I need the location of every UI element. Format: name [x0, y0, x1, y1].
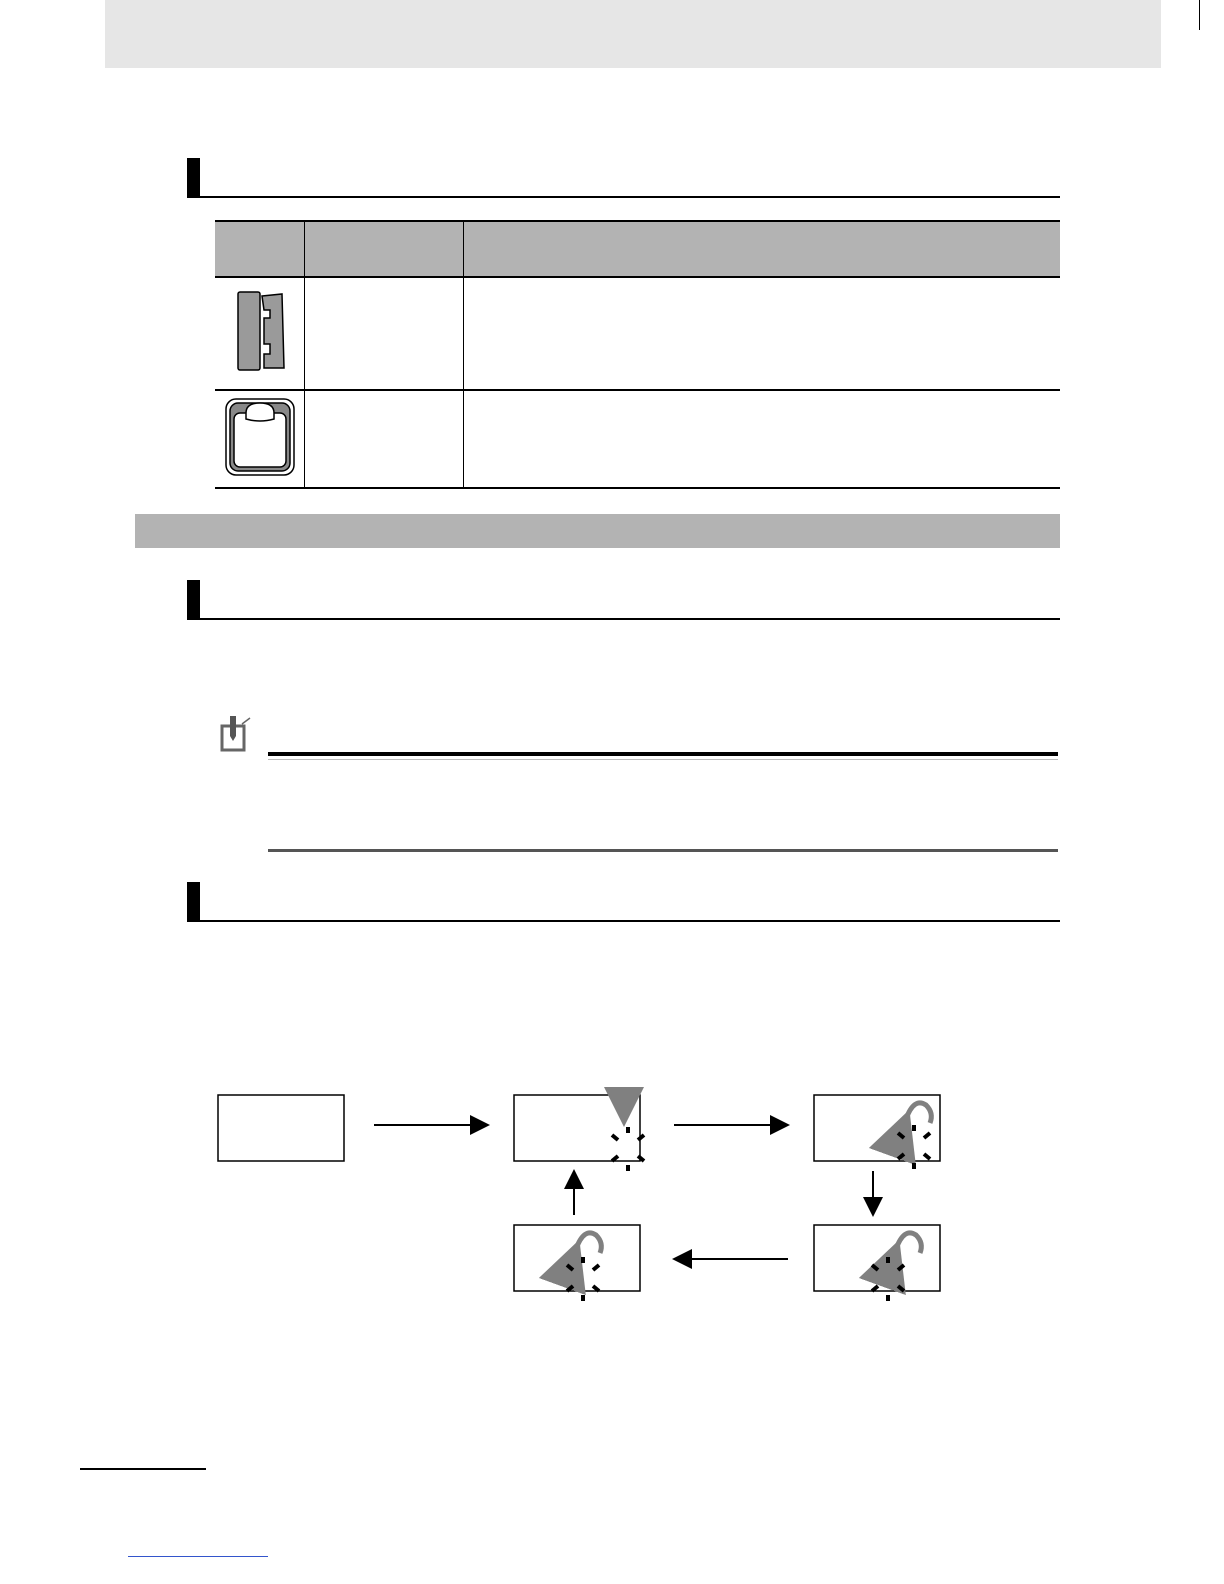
heading-bar	[187, 580, 200, 620]
flow-box-2	[514, 1095, 640, 1161]
square-cover-icon	[215, 390, 305, 488]
part-name	[305, 277, 464, 390]
heading-rule	[187, 920, 1060, 922]
page-header-band	[105, 0, 1161, 68]
precaution-pencil-icon	[220, 714, 254, 752]
state-flow-diagram	[210, 1085, 970, 1305]
parts-table	[215, 220, 1060, 489]
part-name	[305, 390, 464, 488]
footer-link-underline[interactable]	[128, 1556, 268, 1557]
section-heading-3	[187, 882, 1060, 922]
heading-bar	[187, 882, 200, 922]
page-edge-mark	[1199, 0, 1200, 30]
column-header	[215, 221, 305, 277]
table-header-row	[215, 221, 1060, 277]
part-description	[464, 390, 1061, 488]
table-row	[215, 277, 1060, 390]
section-heading-1	[187, 158, 1060, 198]
note-top-rule-light	[268, 759, 1058, 760]
flow-box-1	[218, 1095, 344, 1161]
table-row	[215, 390, 1060, 488]
side-cover-icon	[215, 277, 305, 390]
heading-bar	[187, 158, 200, 198]
section-heading-2	[187, 580, 1060, 620]
column-header	[305, 221, 464, 277]
note-top-rule	[268, 752, 1058, 756]
footer-rule	[80, 1468, 206, 1470]
column-header	[464, 221, 1061, 277]
flow-box-5	[814, 1225, 940, 1291]
heading-rule	[187, 196, 1060, 198]
note-bottom-rule	[268, 849, 1058, 852]
section-band	[135, 514, 1060, 548]
heading-rule	[187, 618, 1060, 620]
flow-box-4	[514, 1225, 640, 1291]
part-description	[464, 277, 1061, 390]
